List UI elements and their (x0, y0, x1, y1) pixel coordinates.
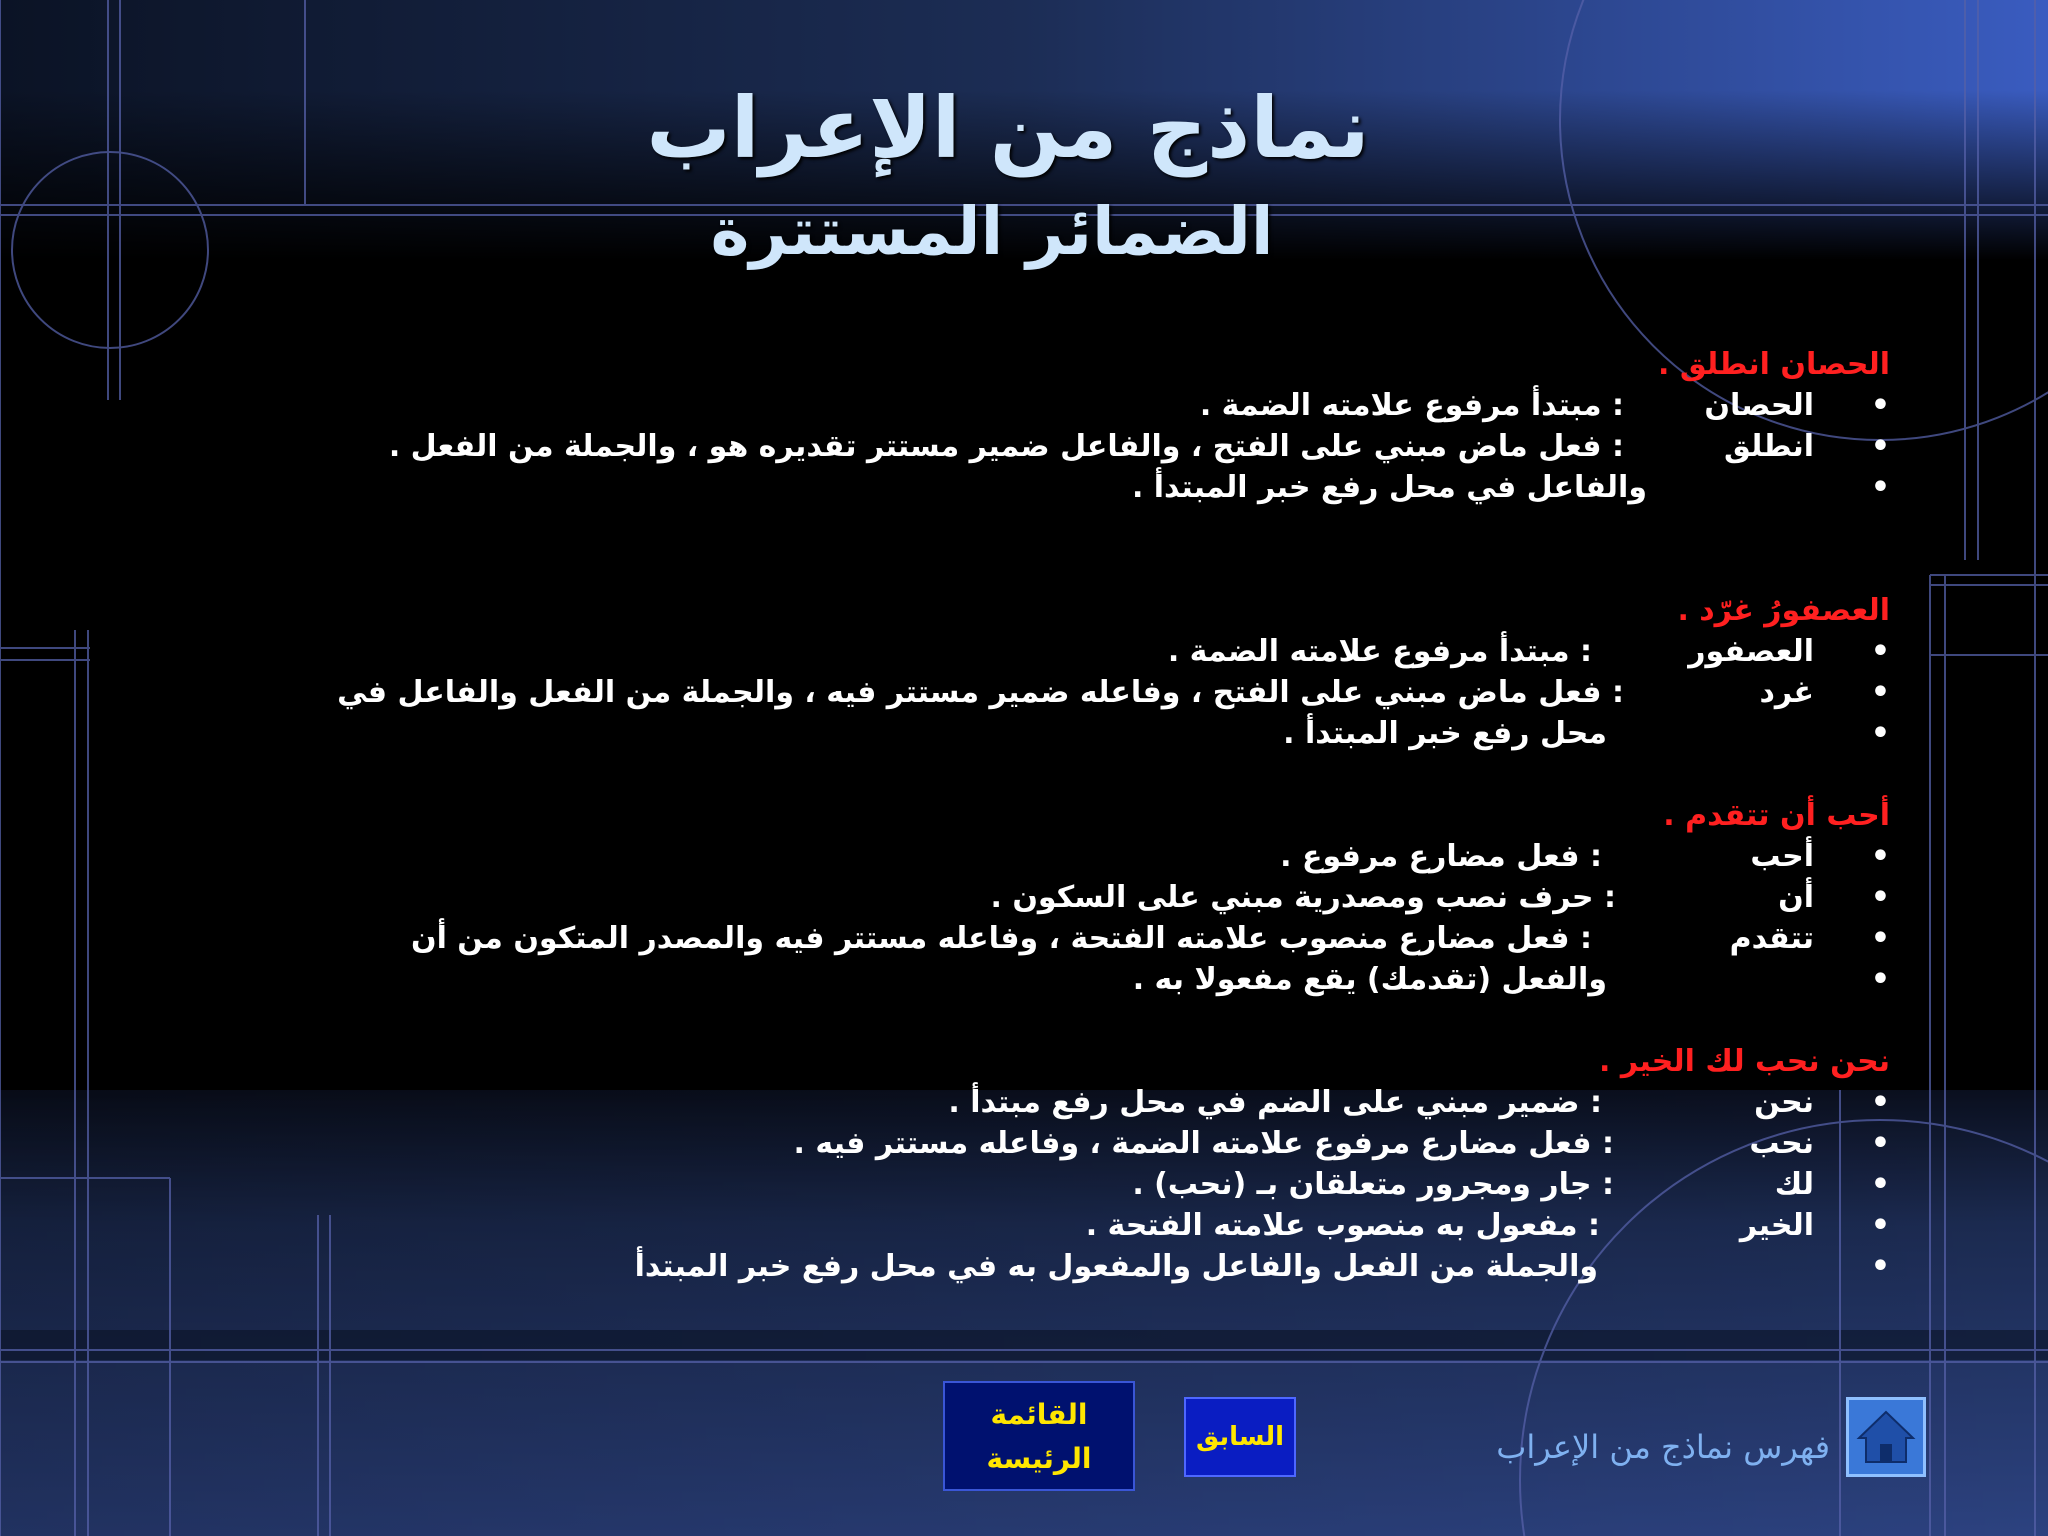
bullet: • (1870, 388, 1890, 423)
term: لك (1774, 1167, 1814, 1202)
term: العصفور (1688, 634, 1814, 669)
example-heading: أحب أن تتقدم . (1663, 798, 1890, 833)
bullet: • (1870, 921, 1890, 956)
description: : فعل مضارع منصوب علامته الفتحة ، وفاعله مستتر فيه والمصدر المتكون من أن (410, 921, 1592, 956)
analysis-row (180, 918, 1892, 959)
analysis-row (180, 1164, 1892, 1205)
description: : مبتدأ مرفوع علامته الضمة . (1167, 634, 1592, 669)
bullet: • (1870, 1126, 1890, 1161)
description: : فعل مضارع مرفوع علامته الضمة ، وفاعله مستتر فيه . (793, 1126, 1614, 1161)
analysis-row (180, 1082, 1892, 1123)
analysis-row (180, 713, 1892, 754)
description: : فعل ماض مبني على الفتح ، والفاعل ضمير مستتر تقديره هو ، والجملة من الفعل . (388, 429, 1624, 464)
description: : ضمير مبني على الضم في محل رفع مبتدأ . (948, 1085, 1602, 1120)
description: : جار ومجرور متعلقان بـ (نحب) . (1132, 1167, 1614, 1202)
term: الخير (1739, 1208, 1814, 1243)
term: غرد (1759, 675, 1814, 710)
bullet: • (1870, 962, 1890, 997)
description: محل رفع خبر المبتدأ . (1283, 716, 1607, 751)
home-icon (1849, 1400, 1923, 1474)
home-button[interactable] (1846, 1397, 1926, 1477)
analysis-row (180, 836, 1892, 877)
analysis-row (180, 467, 1892, 508)
bullet: • (1870, 1167, 1890, 1202)
analysis-row (180, 1205, 1892, 1246)
main-menu-label-line2: الرئيسة (986, 1442, 1092, 1475)
description: : مفعول به منصوب علامته الفتحة . (1085, 1208, 1600, 1243)
bullet: • (1870, 716, 1890, 751)
analysis-row (180, 426, 1892, 467)
bullet: • (1870, 429, 1890, 464)
bullet: • (1870, 1208, 1890, 1243)
description: : فعل مضارع مرفوع . (1280, 839, 1602, 874)
analysis-row (180, 1246, 1892, 1287)
page-subtitle: الضمائر المستترة (710, 193, 1274, 270)
example-heading: الحصان انطلق . (1658, 347, 1890, 382)
example-heading: العصفورُ غرّد . (1677, 593, 1890, 628)
description: : مبتدأ مرفوع علامته الضمة . (1199, 388, 1624, 423)
page-title: نماذج من الإعراب (646, 79, 1370, 177)
main-menu-label-line1: القائمة (990, 1398, 1088, 1431)
description: : حرف نصب ومصدرية مبني على السكون . (990, 880, 1616, 915)
description: والفاعل في محل رفع خبر المبتدأ . (1131, 470, 1647, 505)
index-link[interactable]: فهرس نماذج من الإعراب (1496, 1428, 1830, 1466)
bullet: • (1870, 634, 1890, 669)
term: تتقدم (1729, 921, 1814, 956)
example-section (180, 344, 1892, 508)
example-section (180, 795, 1892, 1000)
example-section (180, 590, 1892, 754)
analysis-row (180, 385, 1892, 426)
analysis-row (180, 877, 1892, 918)
term: نحن (1754, 1085, 1814, 1120)
bullet: • (1870, 880, 1890, 915)
description: : فعل ماض مبني على الفتح ، وفاعله ضمير مستتر فيه ، والجملة من الفعل والفاعل في (337, 675, 1624, 710)
analysis-row (180, 631, 1892, 672)
description: والجملة من الفعل والفاعل والمفعول به في محل رفع خبر المبتدأ (634, 1249, 1598, 1284)
bullet: • (1870, 675, 1890, 710)
term: أحب (1750, 839, 1814, 874)
term: نحب (1749, 1126, 1814, 1161)
analysis-row (180, 672, 1892, 713)
main-menu-button[interactable] (943, 1381, 1135, 1491)
analysis-row (180, 1123, 1892, 1164)
term: الحصان (1704, 388, 1814, 423)
term: انطلق (1723, 429, 1814, 464)
bullet: • (1870, 1249, 1890, 1284)
example-heading: نحن نحب لك الخير . (1599, 1044, 1890, 1079)
bullet: • (1870, 839, 1890, 874)
example-section (180, 1041, 1892, 1287)
description: والفعل (تقدمك) يقع مفعولا به . (1132, 962, 1607, 997)
bullet: • (1870, 470, 1890, 505)
parsing-examples (180, 344, 1892, 1287)
bullet: • (1870, 1085, 1890, 1120)
term: أن (1778, 880, 1814, 915)
analysis-row (180, 959, 1892, 1000)
previous-button[interactable]: السابق (1184, 1397, 1296, 1477)
